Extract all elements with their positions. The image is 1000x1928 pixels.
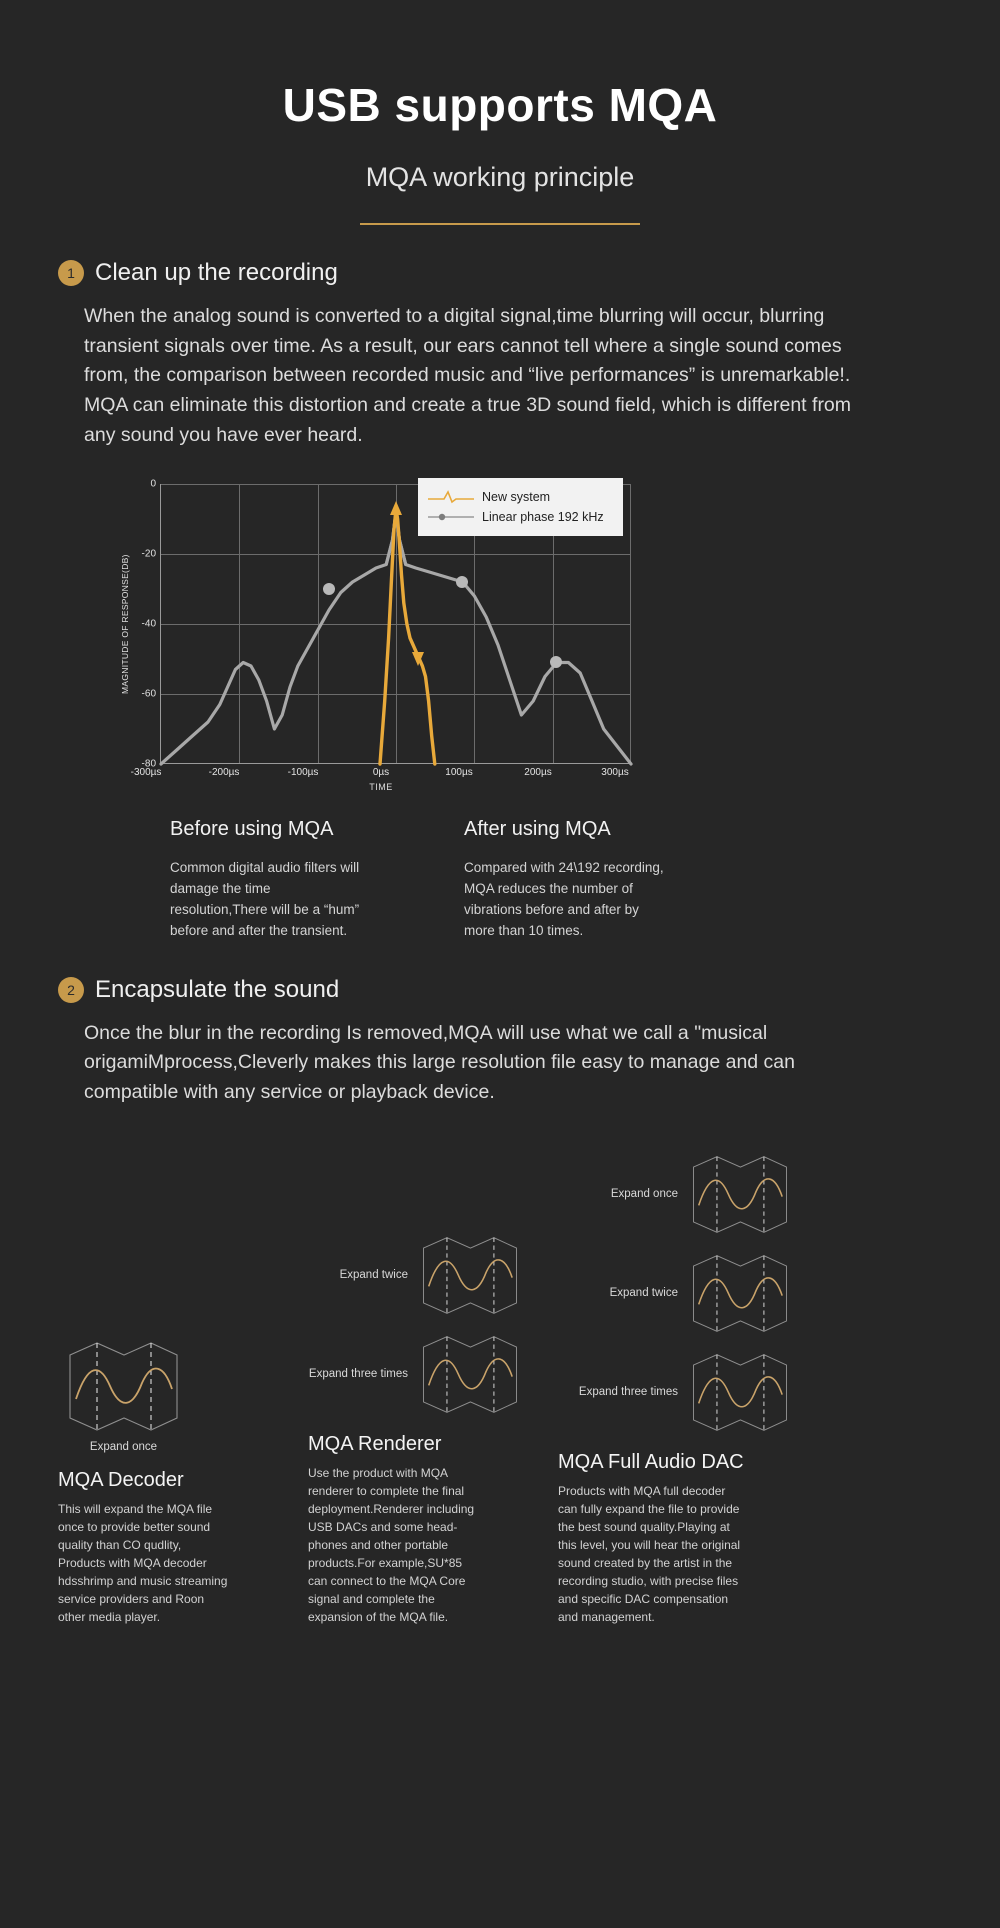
series-new-system-path <box>380 509 435 765</box>
x-tick-4: 100µs <box>445 767 473 779</box>
section-2-title: Encapsulate the sound <box>95 975 340 1003</box>
marker-right <box>456 576 468 588</box>
fold-group-dac-3 <box>558 1350 888 1435</box>
section-1-text: When the analog sound is converted to a digital signal,time blurring will occur, blurring transient signals over time. As a result, our ears cannot tell where a single sound comes from, the comparison between recorded music and “live performances” is unremarkable!. MQA can eliminate this distortion and create a true 3D sound field, which is different from any sound you have ever heard. <box>84 305 852 446</box>
fold-caption-decoder-1: Expand once <box>89 1440 158 1453</box>
origami-column-mqa-full-dac <box>558 1152 888 1626</box>
x-tick-3: 0µs <box>372 767 390 779</box>
origami-desc-renderer: Use the product with MQA renderer to complete the final deployment.Renderer including USB DACs and some head-phones and other portable products.For example,SU*85 can connect to the MQA Core signal and complete the expansion of the MQA file. <box>308 1465 475 1624</box>
x-tick-0: -300µs <box>130 767 162 779</box>
legend-label-linear-phase: Linear phase 192 kHz <box>482 510 604 525</box>
series-linear-phase-path <box>161 512 406 764</box>
before-after-comparison <box>170 818 1000 942</box>
fold-diagram-icon <box>690 1350 790 1435</box>
marker-peak-triangle <box>390 501 402 515</box>
origami-desc-decoder: This will expand the MQA file once to provide better sound quality than CO qudlity, Products with MQA decoder hdsshrimp and music streaming service providers and Roon other media player. <box>58 1501 228 1624</box>
origami-title-decoder: MQA Decoder <box>58 1468 184 1491</box>
fold-label-dac-2: Expand twice <box>609 1287 678 1300</box>
origami-title-renderer: MQA Renderer <box>308 1432 442 1455</box>
x-tick-2: -100µs <box>287 767 319 779</box>
comparison-after-text: Compared with 24\192 recording, MQA reduces the number of vibrations before and after by more than 10 times. <box>464 860 664 938</box>
fold-group-renderer-2 <box>308 1332 558 1417</box>
marker-far-right <box>550 656 562 668</box>
title-divider <box>360 223 640 225</box>
y-tick-2: -40 <box>141 618 156 630</box>
fold-label-dac-3: Expand three times <box>578 1386 678 1399</box>
chart-y-tick-labels <box>134 478 160 770</box>
comparison-after-title: After using MQA <box>464 818 611 841</box>
legend-entry-new-system <box>428 487 611 507</box>
chart-legend <box>418 478 623 536</box>
x-tick-5: 200µs <box>524 767 552 779</box>
comparison-before-text: Common digital audio filters will damage the time resolution,There will be a “hum” before and after the transient. <box>170 860 360 938</box>
fold-diagram-icon <box>66 1339 181 1434</box>
fold-label-dac-1: Expand once <box>610 1188 678 1201</box>
mqa-response-chart <box>120 478 700 793</box>
fold-diagram-icon <box>690 1251 790 1336</box>
y-tick-0: 0 <box>150 478 156 490</box>
fold-diagram-icon <box>420 1233 520 1318</box>
comparison-before-title: Before using MQA <box>170 818 334 841</box>
y-tick-4: -80 <box>141 758 156 770</box>
section-2-heading <box>58 976 942 1004</box>
x-tick-1: -200µs <box>208 767 240 779</box>
x-tick-6: 300µs <box>601 767 629 779</box>
section-1-heading <box>58 259 942 287</box>
page-subtitle: MQA working principle <box>365 162 635 192</box>
origami-column-mqa-renderer <box>308 1189 558 1626</box>
fold-group-dac-2 <box>558 1251 888 1336</box>
marker-left <box>323 583 335 595</box>
fold-diagram-icon <box>690 1152 790 1237</box>
fold-label-renderer-2: Expand three times <box>308 1368 408 1381</box>
chart-x-axis-title: TIME <box>369 782 393 793</box>
section-2-text: Once the blur in the recording Is removed,MQA will use what we call a "musical origamiMprocess,Cleverly makes this large resolution file easy to manage and can compatible with any service or playback device. <box>84 1021 795 1104</box>
legend-swatch-new-system <box>428 490 474 504</box>
fold-group-dac-1 <box>558 1152 888 1237</box>
origami-column-mqa-decoder <box>58 1189 308 1626</box>
page-title: USB supports MQA <box>282 79 718 131</box>
section-encapsulate-sound <box>0 976 1000 1108</box>
series-linear-phase-path-b <box>386 512 631 764</box>
fold-group-renderer-1 <box>308 1233 558 1318</box>
section-clean-up-recording <box>0 259 1000 450</box>
step-badge-1: 1 <box>58 260 84 286</box>
fold-group-decoder <box>66 1339 308 1453</box>
comparison-after <box>464 818 664 942</box>
origami-columns <box>0 1152 1000 1626</box>
fold-label-renderer-1: Expand twice <box>339 1269 408 1282</box>
origami-desc-full-dac: Products with MQA full decoder can fully expand the file to provide the best sound quality.Playing at this level, you will hear the original sound created by the artist in the recording studio, with precise files and specific DAC compensation and management. <box>558 1483 741 1624</box>
fold-diagram-icon <box>420 1332 520 1417</box>
page-header <box>0 0 1000 225</box>
legend-swatch-linear-phase <box>428 510 474 524</box>
legend-label-new-system: New system <box>482 490 551 505</box>
step-badge-2: 2 <box>58 977 84 1003</box>
comparison-before <box>170 818 370 942</box>
chart-y-axis-title: MAGNITUDE OF RESPONSE(DB) <box>120 554 130 694</box>
y-tick-3: -60 <box>141 688 156 700</box>
origami-title-full-dac: MQA Full Audio DAC <box>558 1450 744 1473</box>
y-tick-1: -20 <box>141 548 156 560</box>
legend-entry-linear-phase <box>428 507 611 527</box>
section-1-title: Clean up the recording <box>95 259 338 286</box>
